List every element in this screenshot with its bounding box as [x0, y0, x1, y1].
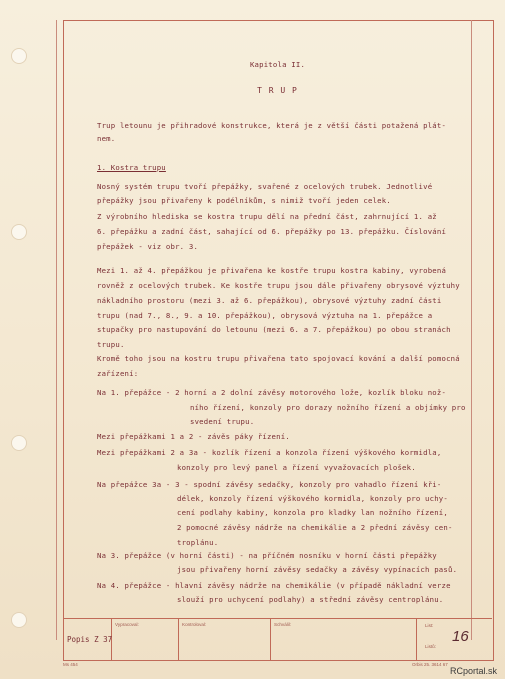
text-line: slouží pro uchycení podlahy) a střední závěsy centroplánu. [177, 595, 444, 604]
drafted-label: Vypracoval: [115, 622, 139, 627]
text-line: Trup letounu je přihradové konstrukce, která je z větší části potažená plát- [97, 121, 447, 130]
punch-hole [11, 435, 27, 451]
text-line: Z výrobního hlediska se kostra trupu dělí na přední část, zahrnující 1. až [97, 212, 437, 221]
form-code: Ms 454 [63, 662, 78, 667]
sheet-label: List: [425, 623, 434, 628]
text-line: Na 3. přepážce (v horní části) - na příčném nosníku v horní části přepážky [97, 551, 437, 560]
watermark: RCportal.sk [449, 666, 497, 676]
text-line: nem. [97, 134, 116, 143]
approved-label: Schválil: [274, 622, 292, 627]
text-line: Mezi přepážkami 2 a 3a - kozlík řízení a konzola řízení výškového kormidla, [97, 448, 442, 457]
print-note: Orbis 25. 3614 67 [412, 662, 448, 667]
text-line: troplánu. [177, 538, 219, 547]
punch-hole [11, 612, 27, 628]
checked-cell [179, 619, 271, 660]
text-line: konzoly pro levý panel a řízení vyvažovacích plošek. [177, 463, 416, 472]
text-line: Kromě toho jsou na kostru trupu přivařena tato spojovací kování a další pomocná [97, 354, 460, 363]
text-line: délek, konzoly řízení výškového kormidla, konzoly pro uchy- [177, 494, 448, 503]
text-line: Mezi přepážkami 1 a 2 - závěs páky řízení. [97, 432, 290, 441]
punch-hole [11, 48, 27, 64]
text-line: ního řízení, konzoly pro dorazy nožního řízení a objímky pro [190, 403, 466, 412]
text-line: trupu. [97, 340, 125, 349]
approved-cell [271, 619, 417, 660]
chapter-heading: Kapitola II. [249, 60, 306, 69]
title-block [63, 618, 492, 660]
text-line: Mezi 1. až 4. přepážkou je přivařena ke kostře trupu kostra kabiny, vyrobená [97, 266, 447, 275]
sheet-number: 16 [452, 628, 469, 645]
text-line: Na přepážce 3a - 3 - spodní závěsy sedačky, konzoly pro vahadlo řízení kři- [97, 480, 442, 489]
text-line: 2 pomocné závěsy nádrže na chemikálie a 2 přední závěsy cen- [177, 523, 453, 532]
checked-label: Kontroloval: [182, 622, 207, 627]
text-line: stupačky pro nastupování do letounu (mezi 6. a 7. přepážkou) po obou stranách [97, 325, 451, 334]
margin-line [56, 20, 57, 640]
text-line: přepážek - viz obr. 3. [97, 242, 199, 251]
sheets-label: Listů: [425, 644, 436, 649]
doc-code-cell [63, 619, 112, 660]
text-line: 6. přepážku a zadní část, sahající od 6. přepážky po 13. přepážku. Číslování [97, 227, 447, 236]
text-line: svedení trupu. [190, 417, 255, 426]
punch-hole [11, 224, 27, 240]
text-line: Na 1. přepážce - 2 horní a 2 dolní závěsy motorového lože, kozlík bloku nož- [97, 388, 447, 397]
drafted-cell [112, 619, 179, 660]
text-line: jsou přivařeny horní závěsy sedačky a závěsy vypínacích pasů. [177, 565, 458, 574]
text-line: trupu (nad 7., 8., 9. a 10. přepážkou), obrysová výztuha na 1. přepážce a [97, 311, 433, 320]
text-line: rovněž z ocelových trubek. Ke kostře trupu jsou dále přivařeny obrysové výztuhy [97, 281, 460, 290]
text-line: přepážky jsou přivařeny k podélníkům, s nimiž tvoří jeden celek. [97, 196, 391, 205]
chapter-title: T R U P [257, 86, 298, 95]
section-heading: 1. Kostra trupu [97, 163, 166, 172]
text-line: Nosný systém trupu tvoří přepážky, svařené z ocelových trubek. Jednotlivé [97, 182, 433, 191]
text-line: zařízení: [97, 369, 139, 378]
text-line: cení podlahy kabiny, konzola pro kladky lan nožního řízení, [177, 508, 448, 517]
text-line: nákladního prostoru (mezi 3. až 6. přepážkou), obrysové výztuhy zadní části [97, 296, 442, 305]
doc-code: Popis Z 37 [67, 635, 113, 644]
text-line: Na 4. přepážce - hlavní závěsy nádrže na chemikálie (v případě nákladní verze [97, 581, 451, 590]
margin-line [471, 20, 472, 640]
